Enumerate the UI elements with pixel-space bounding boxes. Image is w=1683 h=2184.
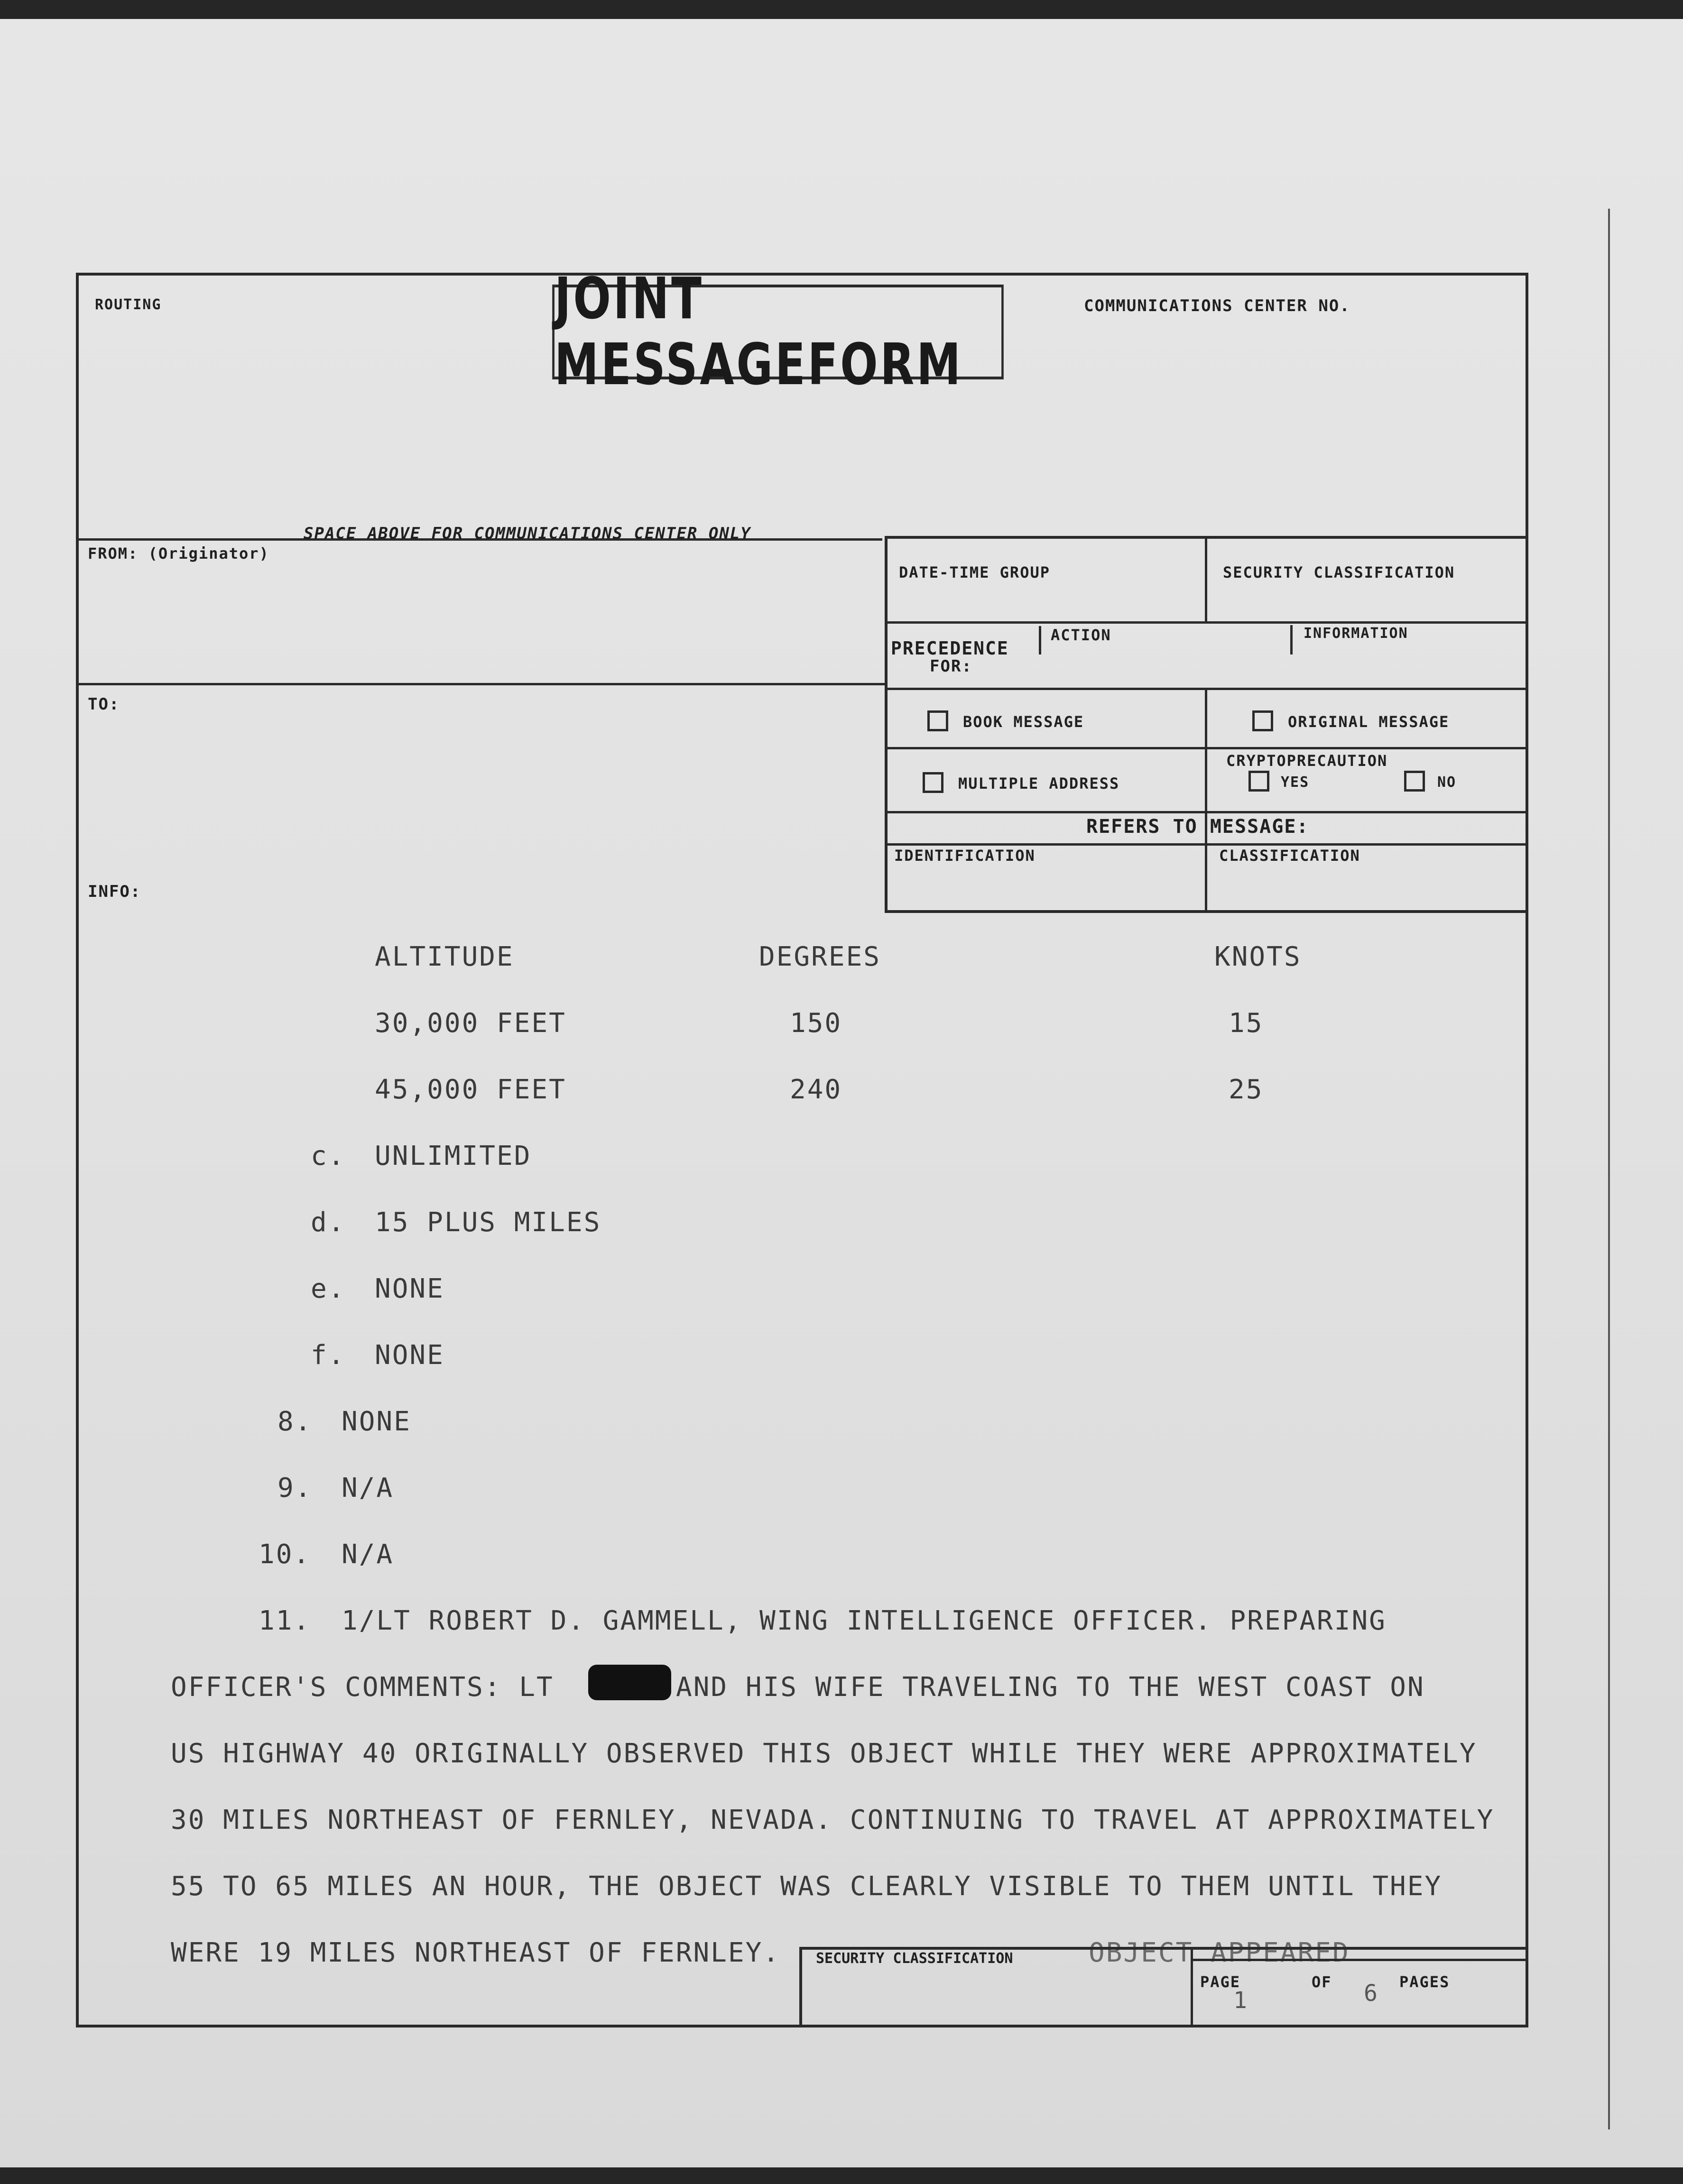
page-number: 1 (1233, 1987, 1248, 2014)
action-label: ACTION (1051, 626, 1111, 644)
information-label: INFORMATION (1304, 625, 1408, 642)
precedence-label: PRECEDENCE (891, 638, 1009, 659)
item-8-text: NONE (342, 1406, 411, 1437)
degrees-row-1: 150 (790, 1008, 842, 1039)
item-11-line-2a: OFFICER'S COMMENTS: LT (171, 1672, 554, 1703)
item-c-text: UNLIMITED (375, 1141, 532, 1171)
crypto-yes-checkbox[interactable] (1248, 771, 1269, 792)
footer-divider-h (1191, 1959, 1528, 1961)
multiple-address-checkbox[interactable] (923, 772, 943, 793)
book-message-label: BOOK MESSAGE (963, 713, 1084, 731)
degrees-row-2: 240 (790, 1074, 842, 1105)
item-11-line-5: 55 TO 65 MILES AN HOUR, THE OBJECT WAS CLEARLY VISIBLE TO THEM UNTIL THEY (171, 1871, 1443, 1902)
item-e-text: NONE (375, 1273, 444, 1304)
item-11-line-1: 1/LT ROBERT D. GAMMELL, WING INTELLIGENCE OFFICER. PREPARING (342, 1605, 1387, 1636)
item-9-text: N/A (342, 1473, 394, 1503)
cryptoprecaution-label: CRYPTOPRECAUTION (1226, 752, 1388, 770)
pages-label: PAGES (1399, 1973, 1450, 1991)
item-9-marker: 9. (277, 1473, 313, 1503)
original-message-checkbox[interactable] (1252, 710, 1273, 731)
item-10-marker: 10. (259, 1539, 311, 1570)
book-message-checkbox[interactable] (927, 710, 948, 731)
form-title: JOINT MESSAGEFORM (552, 285, 1004, 379)
crypto-no-checkbox[interactable] (1404, 771, 1425, 792)
footer-security-label: SECURITY CLASSIFICATION (816, 1950, 1013, 1967)
info-divider-v1 (1205, 536, 1207, 624)
knots-row-2: 25 (1229, 1074, 1264, 1105)
to-label: TO: (88, 695, 120, 714)
item-d-text: 15 PLUS MILES (375, 1207, 601, 1238)
comm-center-no-label: COMMUNICATIONS CENTER NO. (1084, 296, 1350, 315)
altitude-header: ALTITUDE (375, 941, 514, 972)
info-divider-h3 (885, 747, 1528, 749)
document-page (0, 19, 1683, 2167)
item-d-marker: d. (311, 1207, 346, 1238)
item-c-marker: c. (311, 1141, 346, 1171)
redaction-block (588, 1665, 671, 1700)
precedence-for-label: FOR: (930, 657, 972, 676)
item-11-line-2b: AND HIS WIFE TRAVELING TO THE WEST COAST ON (676, 1672, 1425, 1703)
item-8-marker: 8. (277, 1406, 313, 1437)
date-time-group-label: DATE-TIME GROUP (899, 563, 1050, 581)
identification-label: IDENTIFICATION (894, 847, 1036, 865)
item-e-marker: e. (311, 1273, 346, 1304)
item-11-line-6-tail: OBJECT APPEARED (1089, 1937, 1350, 1968)
from-to-divider (76, 683, 885, 685)
crypto-no-label: NO (1437, 774, 1457, 791)
from-label: FROM: (Originator) (88, 544, 269, 562)
item-f-marker: f. (311, 1340, 346, 1371)
classification-label: CLASSIFICATION (1219, 847, 1360, 865)
security-classification-label: SECURITY CLASSIFICATION (1223, 563, 1455, 581)
information-divider (1290, 625, 1293, 654)
item-11-line-3: US HIGHWAY 40 ORIGINALLY OBSERVED THIS OBJECT WHILE THEY WERE APPROXIMATELY (171, 1738, 1477, 1769)
info-divider-h4 (885, 811, 1528, 813)
item-11-marker: 11. (259, 1605, 311, 1636)
info-label: INFO: (88, 882, 141, 901)
item-11-line-6: WERE 19 MILES NORTHEAST OF FERNLEY. (171, 1937, 781, 1968)
routing-label: ROUTING (95, 296, 162, 313)
altitude-row-2: 45,000 FEET (375, 1074, 566, 1105)
space-above-label: SPACE ABOVE FOR COMMUNICATIONS CENTER ONLY (304, 524, 751, 543)
page-total: 6 (1364, 1980, 1379, 2007)
precedence-divider (1039, 626, 1041, 654)
refers-to-message-label: REFERS TO MESSAGE: (1086, 816, 1309, 838)
knots-row-1: 15 (1229, 1008, 1264, 1039)
multiple-address-label: MULTIPLE ADDRESS (958, 774, 1120, 793)
info-divider-v3 (1205, 843, 1207, 913)
crypto-yes-label: YES (1281, 774, 1310, 791)
knots-header: KNOTS (1214, 941, 1302, 972)
of-label: OF (1312, 1973, 1332, 1991)
page-label: PAGE (1200, 1973, 1241, 1991)
item-f-text: NONE (375, 1340, 444, 1371)
item-10-text: N/A (342, 1539, 394, 1570)
item-11-line-4: 30 MILES NORTHEAST OF FERNLEY, NEVADA. CONTINUING TO TRAVEL AT APPROXIMATELY (171, 1805, 1495, 1835)
info-divider-h1 (885, 621, 1528, 624)
original-message-label: ORIGINAL MESSAGE (1288, 713, 1450, 731)
altitude-row-1: 30,000 FEET (375, 1008, 566, 1039)
scan-edge-mark (1608, 209, 1610, 2129)
degrees-header: DEGREES (759, 941, 881, 972)
